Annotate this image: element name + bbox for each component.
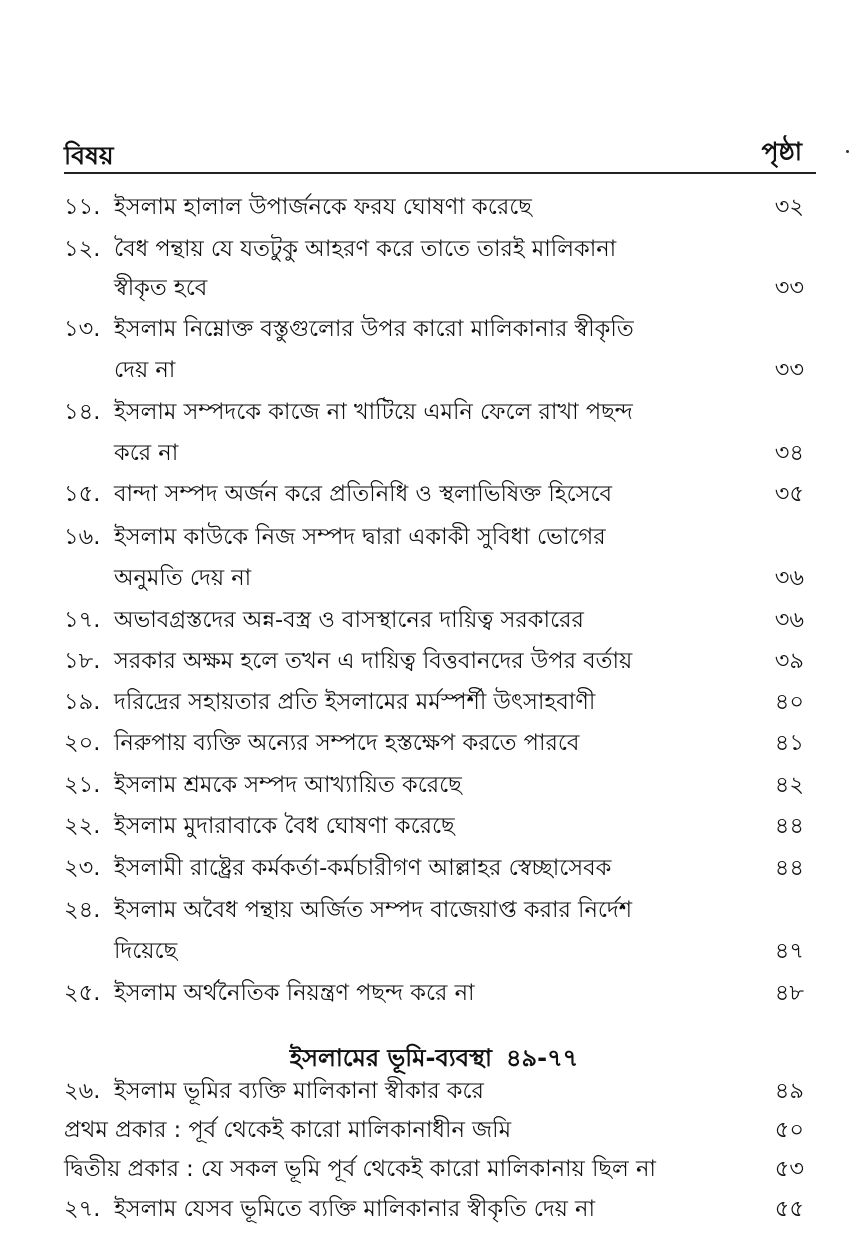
toc-subentry-second-type: [64, 1155, 804, 1183]
scan-speck: [846, 150, 849, 153]
entry-title: নিরুপায় ব্যক্তি অন্যের সম্পদে হস্তক্ষেপ করতে পারবে: [114, 730, 580, 756]
entry-page: ৫৫: [774, 1196, 804, 1222]
toc-entry-16-continued: [114, 564, 804, 592]
entry-number: ২৪.: [64, 897, 101, 923]
entry-title: দ্বিতীয় প্রকার : যে সকল ভূমি পূর্ব থেকেই কারো মালিকানায় ছিল না: [64, 1156, 656, 1182]
entry-number: ১৮.: [64, 648, 101, 674]
entry-title: ইসলাম ভূমির ব্যক্তি মালিকানা স্বীকার করে: [114, 1078, 484, 1104]
toc-entry-13-continued: [114, 356, 804, 384]
toc-entry-16: [64, 523, 804, 551]
entry-title: ইসলাম অবৈধ পন্থায় অর্জিত সম্পদ বাজেয়াপ্ত করার নির্দেশ: [114, 897, 633, 923]
entry-title: দরিদ্রের সহায়তার প্রতি ইসলামের মর্মস্পর্শী উৎসাহবাণী: [114, 689, 596, 715]
toc-entry-25: [64, 979, 804, 1007]
toc-entry-22: [64, 812, 804, 840]
entry-title: বৈধ পন্থায় যে যতটুকু আহরণ করে তাতে তারই মালিকানা: [114, 236, 617, 262]
entry-number: ২৬.: [64, 1078, 101, 1104]
toc-entry-23: [64, 854, 804, 882]
entry-title: প্রথম প্রকার : পূর্ব থেকেই কারো মালিকানাধীন জমি: [64, 1117, 512, 1143]
entry-title: ইসলামী রাষ্ট্রের কর্মকর্তা-কর্মচারীগণ আল্লাহর স্বেচ্ছাসেবক: [114, 855, 612, 881]
toc-entry-19: [64, 688, 804, 716]
entry-number: ২৭.: [64, 1196, 101, 1222]
page-column-label: পৃষ্ঠা: [761, 137, 802, 166]
toc-entry-14-continued: [114, 439, 804, 467]
entry-page: ৩৫: [774, 481, 804, 507]
entry-title: অভাবগ্রস্তদের অন্ন-বস্ত্র ও বাসস্থানের দায়িত্ব সরকারের: [114, 607, 584, 633]
entry-page: ৩৩: [774, 357, 804, 383]
entry-title: ইসলাম সম্পদকে কাজে না খাটিয়ে এমনি ফেলে রাখা পছন্দ: [114, 399, 633, 425]
toc-entry-14: [64, 398, 804, 426]
toc-entry-26: [64, 1077, 804, 1105]
entry-title-continued: স্বীকৃত হবে: [114, 275, 208, 301]
entry-page: ৩২: [774, 194, 804, 220]
entry-number: ১৬.: [64, 524, 101, 550]
entry-number: ২৫.: [64, 980, 101, 1006]
entry-page: ৫০: [774, 1117, 804, 1143]
entry-number: ২১.: [64, 772, 101, 798]
toc-entry-17: [64, 606, 804, 634]
entry-page: ৪৪: [774, 813, 804, 839]
entry-title: ইসলাম অর্থনৈতিক নিয়ন্ত্রণ পছন্দ করে না: [114, 980, 475, 1006]
entry-title: ইসলাম হালাল উপার্জনকে ফরয ঘোষণা করেছে: [114, 194, 532, 220]
entry-page: ৫৩: [774, 1156, 804, 1182]
subject-column-label: বিষয়: [64, 141, 114, 170]
entry-title: ইসলাম যেসব ভূমিতে ব্যক্তি মালিকানার স্বীকৃতি দেয় না: [114, 1196, 596, 1222]
toc-entry-21: [64, 771, 804, 799]
entry-title: ইসলাম মুদারাবাকে বৈধ ঘোষণা করেছে: [114, 813, 455, 839]
entry-title-continued: দেয় না: [114, 357, 176, 383]
toc-entry-24-continued: [114, 937, 804, 965]
entry-page: ৪৯: [774, 1078, 804, 1104]
toc-header: [64, 128, 816, 174]
entry-page: ৪৪: [774, 855, 804, 881]
entry-number: ১৫.: [64, 481, 101, 507]
entry-title: বান্দা সম্পদ অর্জন করে প্রতিনিধি ও স্থলাভিষিক্ত হিসেবে: [114, 481, 613, 507]
toc-entry-15: [64, 480, 804, 508]
entry-number: ২০.: [64, 730, 101, 756]
toc-entry-24: [64, 896, 804, 924]
toc-entry-18: [64, 647, 804, 675]
section-title: ইসলামের ভূমি-ব্যবস্থা: [289, 1044, 492, 1072]
entry-number: ১৭.: [64, 607, 101, 633]
entry-page: ৩৪: [774, 440, 804, 466]
entry-number: ১১.: [64, 194, 101, 220]
entry-number: ১৩.: [64, 316, 101, 342]
section-heading: [0, 1040, 868, 1080]
entry-title-continued: অনুমতি দেয় না: [114, 565, 252, 591]
entry-page: ৪০: [774, 689, 804, 715]
entry-number: ১৯.: [64, 689, 101, 715]
entry-page: ৪২: [774, 772, 804, 798]
entry-title-continued: করে না: [114, 440, 179, 466]
entry-page: ৩৯: [774, 648, 804, 674]
toc-entry-12-continued: [114, 274, 804, 302]
entry-page: ৪৮: [774, 980, 804, 1006]
entry-title: সরকার অক্ষম হলে তখন এ দায়িত্ব বিত্তবানদের উপর বর্তায়: [114, 648, 633, 674]
toc-entry-12: [64, 235, 804, 263]
entry-title-continued: দিয়েছে: [114, 938, 178, 964]
entry-page: ৪৭: [774, 938, 804, 964]
entry-number: ১২.: [64, 236, 101, 262]
entry-number: ১৪.: [64, 399, 101, 425]
toc-entry-20: [64, 729, 804, 757]
section-page-range: ৪৯-৭৭: [505, 1044, 579, 1072]
entry-page: ৩৬: [774, 565, 804, 591]
entry-title: ইসলাম কাউকে নিজ সম্পদ দ্বারা একাকী সুবিধা ভোগের: [114, 524, 606, 550]
entry-number: ২৩.: [64, 855, 101, 881]
entry-page: ৩৬: [774, 607, 804, 633]
entry-number: ২২.: [64, 813, 101, 839]
toc-entry-11: [64, 193, 804, 221]
toc-entry-27: [64, 1195, 804, 1223]
entry-page: ৪১: [774, 730, 804, 756]
toc-subentry-first-type: [64, 1116, 804, 1144]
toc-entry-13: [64, 315, 804, 343]
entry-title: ইসলাম নিম্নোক্ত বস্তুগুলোর উপর কারো মালিকানার স্বীকৃতি: [114, 316, 634, 342]
entry-title: ইসলাম শ্রমকে সম্পদ আখ্যায়িত করেছে: [114, 772, 462, 798]
entry-page: ৩৩: [774, 275, 804, 301]
